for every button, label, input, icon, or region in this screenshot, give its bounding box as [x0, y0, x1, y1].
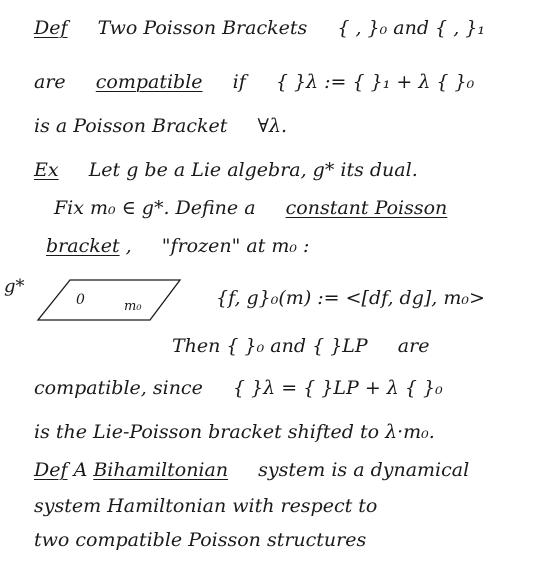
line-12 — [34, 494, 377, 518]
line-11 — [34, 458, 469, 482]
line-13 — [34, 528, 366, 552]
m0-label: m₀ — [124, 299, 142, 314]
line-1 — [34, 16, 485, 40]
line-1-text: Two Poisson Brackets — [97, 17, 308, 39]
line-2 — [34, 70, 474, 94]
dual-space-diagram — [0, 278, 200, 338]
line-5-text: Fix m₀ ∈ g*. Define a — [54, 197, 256, 219]
line-7-formula — [216, 286, 485, 310]
line-4 — [34, 158, 418, 182]
line-8-text: Then { }₀ and { }LP — [172, 335, 368, 357]
line-2-math: { }λ := { }₁ + λ { }₀ — [275, 71, 475, 93]
def-label-2: Def — [34, 459, 68, 481]
forall-lambda: ∀λ. — [257, 115, 288, 137]
are-word-2: are — [397, 335, 430, 357]
line-3-text: is a Poisson Bracket — [34, 115, 228, 137]
frozen-bracket-formula: {f, g}₀(m) := <[df, dg], m₀> — [216, 287, 485, 309]
line-9-text: compatible, since — [34, 377, 203, 399]
constant-poisson: constant Poisson — [285, 197, 448, 219]
are-word: are — [34, 71, 66, 93]
gstar-label: g* — [4, 278, 25, 297]
line-8 — [172, 334, 429, 358]
line-4-text: Let g be a Lie algebra, g* its dual. — [88, 159, 418, 181]
line-5 — [54, 196, 447, 220]
line-6-text: "frozen" at m₀ : — [161, 235, 310, 257]
line-3 — [34, 114, 287, 138]
line-9 — [34, 376, 443, 400]
line-10-text: is the Lie-Poisson bracket shifted to λ·m₀. — [34, 421, 435, 443]
compatible-word: compatible — [95, 71, 203, 93]
comma: , — [125, 235, 132, 257]
line-10 — [34, 420, 435, 444]
def-label: Def — [34, 17, 68, 39]
bracket-word: bracket — [46, 235, 120, 257]
bihamiltonian-word: Bihamiltonian — [93, 459, 229, 481]
line-13-text: two compatible Poisson structures — [34, 529, 367, 551]
line-12-text: system Hamiltonian with respect to — [34, 495, 378, 517]
if-word: if — [232, 71, 246, 93]
line-6 — [46, 234, 309, 258]
ex-label: Ex — [34, 159, 59, 181]
origin-label: 0 — [76, 292, 85, 308]
a-word: A — [73, 459, 88, 481]
plane-parallelogram — [38, 280, 180, 320]
line-11-text: system is a dynamical — [258, 459, 470, 481]
line-9-math: { }λ = { }LP + λ { }₀ — [232, 377, 443, 399]
line-1-math: { , }₀ and { , }₁ — [337, 17, 485, 39]
